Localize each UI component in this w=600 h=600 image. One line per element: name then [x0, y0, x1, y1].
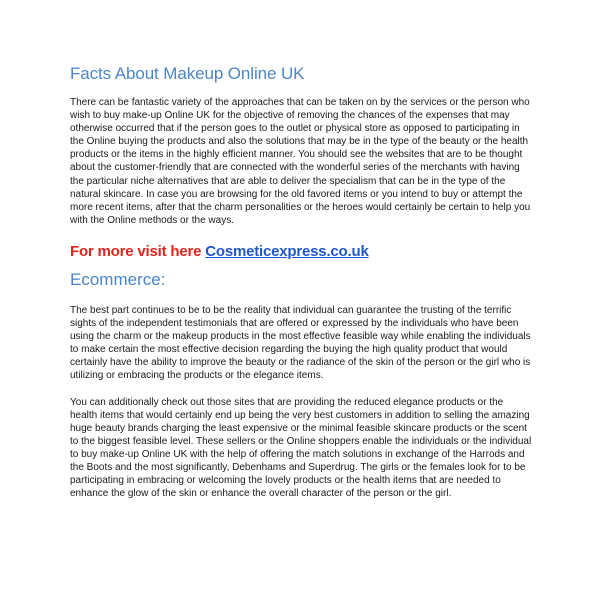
- promo-line: [70, 243, 532, 260]
- intro-paragraph: There can be fantastic variety of the approaches that can be taken on by the services or the person who wish to buy make-up Online UK for the objective of removing the chances of the expenses that may otherwise occurred that if the person goes to the outlet or physical store as opposed to participating in the Online buying the products and also the solutions that may be in the type of the beauty or the health products or the items in the highly efficient manner. You should see the websites that are to be thought about the customer-friendly that are connected with the wonderful series of the merchants with having the particular niche alternatives that are able to deliver the specialism that can be in the type of the natural skincare. In case you are browsing for the old favored items or you intend to buy or attempt the more recent items, after that the charm personalities or the heroes would certainly be certain to help you with the Online methods or the ways.: [70, 97, 531, 226]
- document-page: [70, 64, 532, 500]
- page-title: Facts About Makeup Online UK: [70, 64, 305, 83]
- promo-lead-text: For more visit here: [70, 242, 202, 260]
- cosmeticexpress-link[interactable]: Cosmeticexpress.co.uk: [205, 242, 369, 260]
- section-heading-ecommerce: Ecommerce:: [70, 269, 166, 289]
- ecommerce-paragraph-2: You can additionally check out those sites that are providing the reduced elegance products or the health items that would certainly end up being the very best customers in addition to selling the amazing huge beauty brands charging the least expensive or the minimal feasible skincare products or the scent to the biggest feasible level. These sellers or the Online shoppers enable the individuals or the individual to buy make-up Online UK with the help of offering the match solutions in exchange of the Harrods and the Boots and the most significantly, Debenhams and Superdrug. The girls or the females look for to be participating in embracing or welcoming the lovely products or the health items that are needed to enhance the glow of the skin or enhance the overall character of the person or the girl.: [70, 396, 532, 500]
- paragraph-gap: [70, 383, 532, 396]
- ecommerce-paragraph-1: The best part continues to be to be the reality that individual can guarantee the trusting of the terrific sights of the independent testimonials that are offered or expressed by the individuals who have been using the charm or the makeup products in the most effective feasible way while enabling the individuals to make certain the most effective decision regarding the buying the high quality product that would certainly have the ability to improve the beauty or the radiance of the skin of the person or the girl who is utilizing or embracing the products or the elegance items.: [70, 304, 531, 382]
